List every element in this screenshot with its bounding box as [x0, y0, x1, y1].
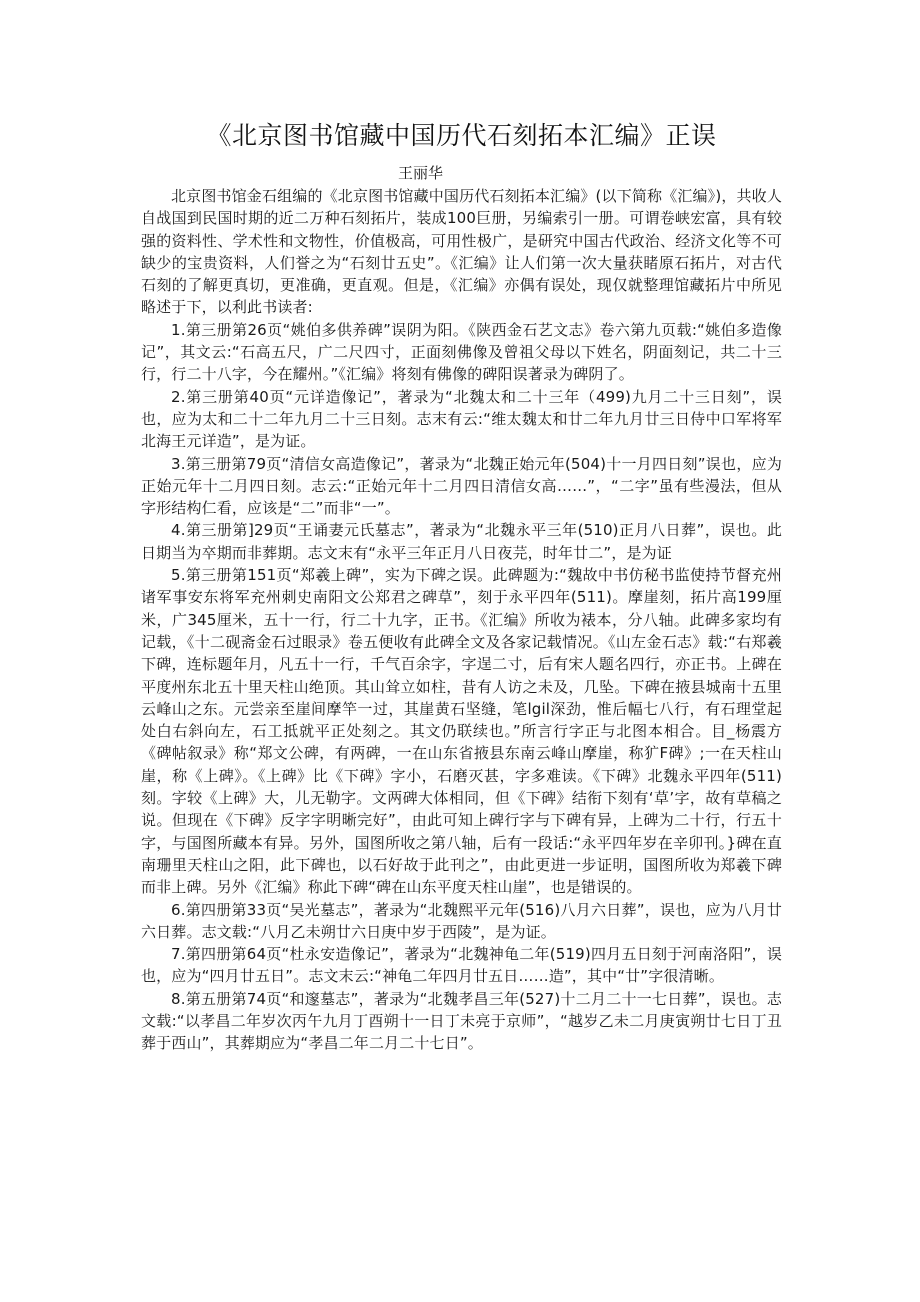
correction-item-2: 2.第三册第40页“元详造像记”，著录为“北魏太和二十三年（499)九月二十三日刻”，误也，应为太和二十二年九月二十三日刻。志末有云:“维太魏太和廿二年九月廿三日侍中口军将军北海王元详造”，是为证。 [141, 387, 782, 451]
document-title: 《北京图书馆藏中国历代石刻拓本汇编》正误 [206, 121, 717, 150]
correction-item-5: 5.第三册第151页“郑羲上碑”，实为下碑之误。此碑题为:“魏故中书仿秘书监使持节督充州诸军事安东将军充州刺史南阳文公郑君之碑草”，刻于永平四年(511)。摩崖刻，拓片高199厘米，广345厘米，五十一行，行二十九字，正书。《汇编》所收为裱本，分八轴。此碑多家均有记载，《十二砚斋金石过眼录》卷五便收有此碑全文及各家记载情况。《山左金石志》载:“右郑羲下碑，连标题年月，凡五十一行，千气百余字，字逞二寸，后有宋人题名四行，亦正书。上碑在平度州东北五十里天柱山绝顶。其山耸立如柱，昔有人访之未及，几坠。下碑在掖县城南十五里云峰山之东。元尝亲至崖间摩竿一过，其崖黄石坚缝，笔lgil深劲，惟后幅七八行，有石理堂起处白右斜向左，石工抵就平正处刻之。其文仍联续也。”所言行字正与北图本相合。目_杨震方《碑帖叙录》称“郑文公碑，有两碑，一在山东省掖县东南云峰山摩崖，称犷F碑》;一在天柱山崖，称《上碑》。《上碑》比《下碑》字小，石磨灭甚，字多难读。《下碑》北魏永平四年(511)刻。字较《上碑》大，儿无勒字。文两碑大体相同，但《下碑》结衔下刻有‘草’字，故有草稿之说。但现在《下碑》反字字明晰完好”，由此可知上碑行字与下碑有异，上碑为二十行，行五十字，与国图所藏本有异。另外，国图所收之第八轴，后有一段话:“永平四年岁在辛卯刊。}碑在直南珊里天柱山之阳，此下碑也，以石好故于此刊之”，由此更进一步证明，国图所收为郑羲下碑而非上碑。另外《汇编》称此下碑“碑在山东平度天柱山崖”，也是错误的。 [141, 566, 782, 897]
correction-item-7: 7.第四册第64页“杜永安造像记”，著录为“北魏神龟二年(519)四月五日刻于河南洛阳”，误也，应为“四月廿五日”。志文末云:“神龟二年四月廿五日……造”，其中“廿”字很清晰。 [141, 945, 782, 986]
intro-paragraph: 北京图书馆金石组编的《北京图书馆藏中国历代石刻拓本汇编》(以下简称《汇编》)，共收人自战国到民国时期的近二万种石刻拓片，装成100巨册，另编索引一册。可谓卷峡宏富，具有较强的资料性、学术性和文物性，价值极高，可用性极广，是研究中国古代政治、经济文化等不可缺少的宝贵资料，人们誉之为“石刻廿五史”。《汇编》让人们第一次大量获睹原石拓片，对古代石刻的了解更真切，更准确，更直观。但是，《汇编》亦偶有误处，现仅就整理馆藏拓片中所见略述于下，以利此书读者: [141, 187, 782, 317]
correction-item-8: 8.第五册第74页“和邃墓志”，著录为“北魏孝昌三年(527)十二月二十一七日葬”，误也。志文载:“以孝昌二年岁次丙午九月丁酉朔十一日丁未亮于京师”，“越岁乙未二月庚寅朔廿七日丁丑葬于西山”，其葬期应为“孝昌二年二月二十七日”。 [141, 989, 782, 1053]
document-author: 王丽华 [398, 164, 444, 182]
correction-item-4: 4.第三册第]29页“王诵妻元氏墓志”，著录为“北魏永平三年(510)正月八日葬”，误也。此日期当为卒期而非葬期。志文末有“永平三年正月八日夜芫，时年廿二”，是为证 [141, 521, 782, 562]
document-body [141, 185, 782, 1055]
correction-item-3: 3.第三册第79页“清信女高造像记”，著录为“北魏正始元年(504)十一月四日刻”误也，应为正始元年十二月四日刻。志云:“正始元年十二月四日清信女高……”，“二字”虽有些漫法，但从字形结构仁看，应该是“二”而非“一”。 [141, 454, 782, 518]
correction-item-6: 6.第四册第33页“吴光墓志”，著录为“北魏熙平元年(516)八月六日葬”，误也，应为八月廿六日葬。志文载:“八月乙未朔廿六日庚中岁于西陵”，是为证。 [141, 900, 782, 941]
correction-item-1: 1.第三册第26页“姚伯多供养碑”误阴为阳。《陕西金石艺文志》卷六第九页载:“姚伯多造像记”，其文云:“石高五尺，广二尺四寸，正面刻佛像及曾祖父母以下姓名，阴面刻记，共二十三行，行二十八字，今在耀州。”《汇编》将刻有佛像的碑阳误著录为碑阴了。 [141, 320, 782, 384]
